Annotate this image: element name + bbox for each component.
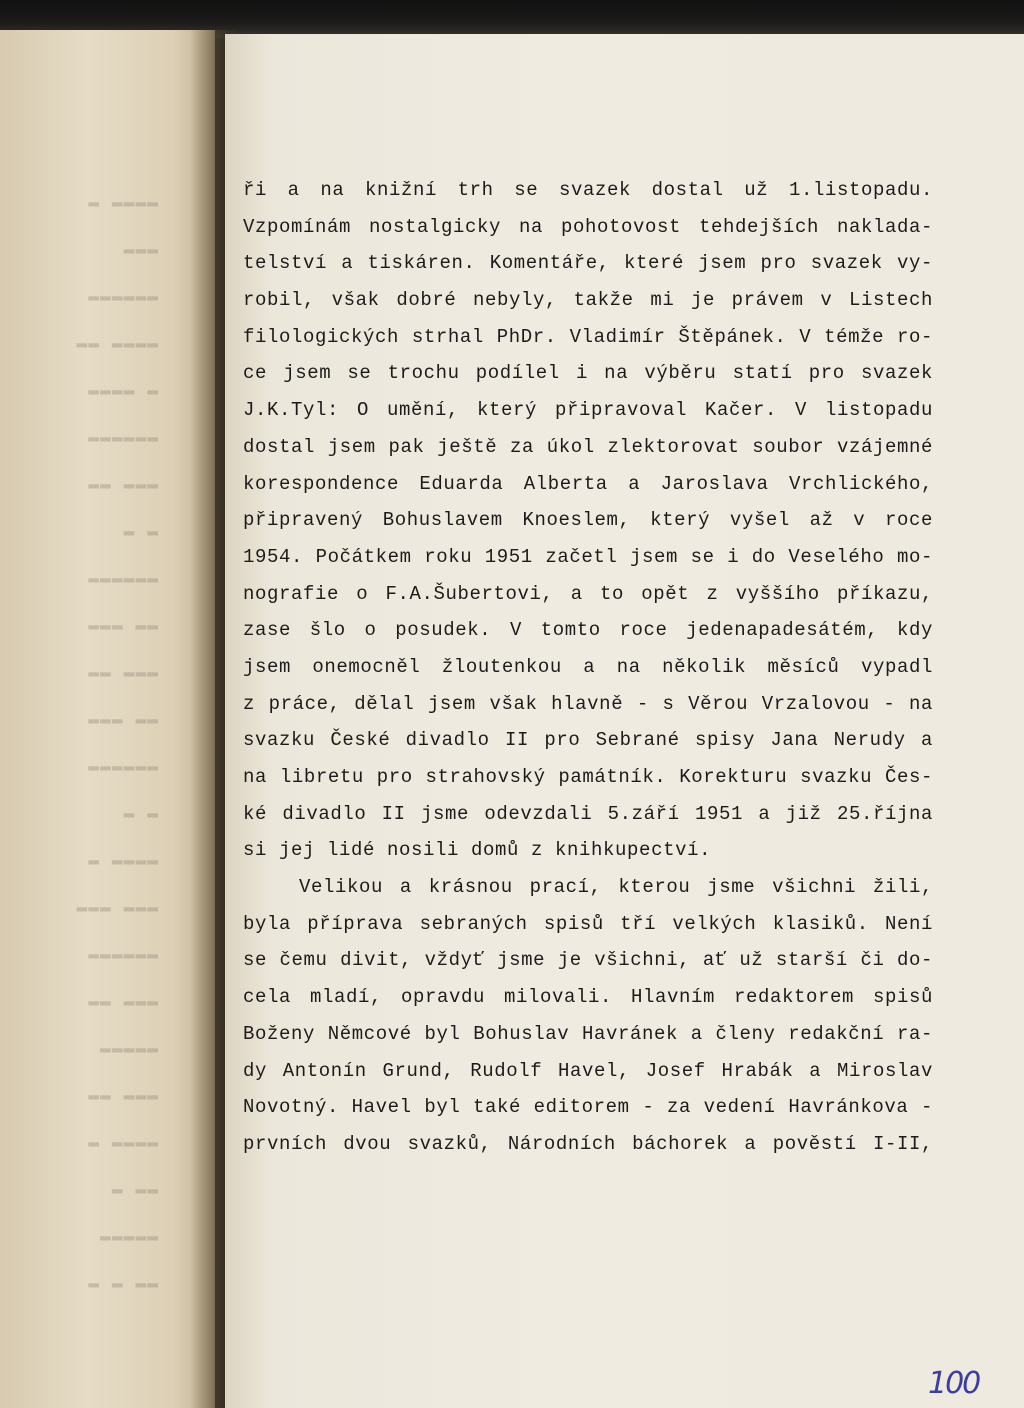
text-line: 1954. Počátkem roku 1951 začetl jsem se i do Veselého mo- [243,545,933,568]
text-line: Vzpomínám nostalgicky na pohotovost tehdejších naklada- [243,215,933,238]
text-line: se čemu divit, vždyť jsme je všichni, ať už starší či do- [243,949,933,972]
typewritten-text [243,172,933,1163]
text-line: ce jsem se trochu podílel i na výběru statí pro svazek [243,362,933,385]
text-line: byla příprava sebraných spisů tří velkých klasiků. Není [243,912,933,935]
text-line: svazku České divadlo II pro Sebrané spisy Jana Nerudy a [243,729,933,752]
text-line: telství a tiskáren. Komentáře, které jsem pro svazek vy- [243,252,933,275]
text-line: z práce, dělal jsem však hlavně - s Věrou Vrzalovou - na [243,692,933,715]
text-line: robil, však dobré nebyly, takže mi je právem v Listech [243,289,933,312]
text-line: prvních dvou svazků, Národních báchorek a pověstí I-II, [243,1132,933,1155]
text-line: cela mladí, opravdu milovali. Hlavním redaktorem spisů [243,986,933,1009]
text-line: na libretu pro strahovský památník. Korekturu svazku Čes- [243,766,933,788]
text-line: Novotný. Havel byl také editorem - za vedení Havránkova - [243,1096,933,1119]
text-line: filologických strhal PhDr. Vladimír Štěpánek. V témže ro- [243,325,933,348]
text-line: dostal jsem pak ještě za úkol zlektorovat soubor vzájemné [243,435,933,458]
text-line: korespondence Eduarda Alberta a Jaroslava Vrchlického, [243,472,933,495]
left-page-ghost-text: ▬▬▬▬ ▬ ▬▬▬ ▬▬▬▬▬▬ ▬▬▬▬ ▬▬ ▬ ▬▬▬▬ ▬▬▬▬▬▬ ▬▬▬ ▬▬ ▬ ▬ ▬▬▬▬▬▬ ▬▬ ▬▬▬ ▬▬▬ ▬▬ ▬▬ ▬▬▬ ▬▬▬▬▬▬ ▬ ▬ ▬▬▬▬ ▬ ▬▬▬ ▬▬▬ ▬▬▬▬▬▬ ▬▬▬ ▬▬ ▬▬▬▬▬ ▬▬▬ ▬▬ ▬▬▬▬ ▬ ▬▬ ▬ ▬▬▬▬▬ ▬▬ ▬ ▬ [75,193,158,1294]
text-line: připravený Bohuslavem Knoeslem, který vyšel až v roce [243,509,933,532]
text-line: jsem onemocněl žloutenkou a na několik měsíců vypadl [243,655,933,678]
text-line: ři a na knižní trh se svazek dostal už 1.listopadu. [243,179,933,201]
text-line: nografie o F.A.Šubertovi, a to opět z vyššího příkazu, [243,582,933,605]
left-page-bleed [0,30,215,1408]
text-line: J.K.Tyl: O umění, který připravoval Kačer. V listopadu [243,399,933,422]
text-line: dy Antonín Grund, Rudolf Havel, Josef Hrabák a Miroslav [243,1059,933,1082]
text-line: ké divadlo II jsme odevzdali 5.září 1951 a již 25.října [243,802,933,825]
text-line: si jej lidé nosili domů z knihkupectví. [243,839,712,862]
text-line: Boženy Němcové byl Bohuslav Havránek a členy redakční ra- [243,1022,933,1045]
text-line: Velikou a krásnou prací, kterou jsme všichni žili, [299,876,933,899]
text-line: zase šlo o posudek. V tomto roce jedenapadesátém, kdy [243,619,933,642]
handwritten-page-number: 100 [928,1366,980,1401]
